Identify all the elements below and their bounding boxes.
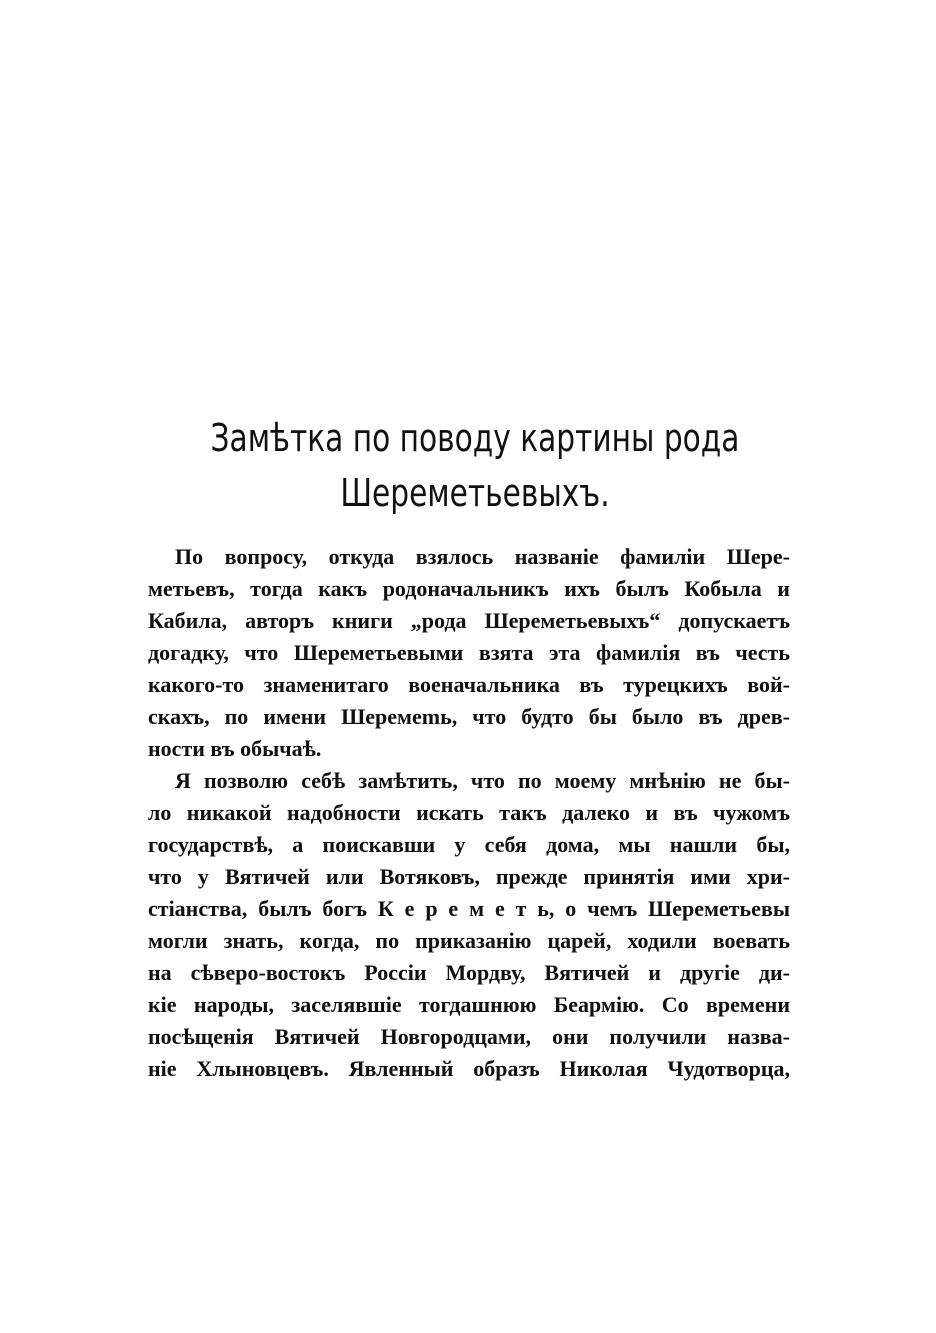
text-line: могли знать, когда, по приказанію царей, ходили воевать xyxy=(148,928,790,953)
text-line: государствѣ, а поискавши у себя дома, мы нашли бы, xyxy=(148,832,790,857)
text-line: метьевъ, тогда какъ родоначальникъ ихъ былъ Кобыла и xyxy=(148,576,790,601)
text-line: Кабила, авторъ книги „рода Шереметьевыхъ“ допускаетъ xyxy=(148,608,790,633)
text-line: какого-то знаменитаго военачальника въ турецкихъ вой- xyxy=(148,672,790,697)
text-line: ности въ обычаѣ. xyxy=(148,736,322,761)
text-line: скахъ, по имени Шеремеmь, что будто бы было въ древ- xyxy=(148,704,790,729)
text-line: Я позволю себѣ замѣтить, что по моему мнѣнію не бы- xyxy=(175,768,790,793)
text-line: ніе Хлыновцевъ. Явленный образъ Николая Чудотворца, xyxy=(148,1056,790,1081)
page-title-line-1: Замѣтка по поводу картины рода xyxy=(210,416,740,460)
text-line: По вопросу, откуда взялось названіе фамиліи Шере- xyxy=(175,544,790,569)
text-line: посѣщенія Вятичей Новгородцами, они получили назва- xyxy=(148,1024,790,1049)
text-line: догадку, что Шереметьевыми взята эта фамилія въ честь xyxy=(148,640,790,665)
text-line: стіанства, былъ богъ К е р е м е т ь, о чемъ Шереметьевы xyxy=(148,896,790,921)
text-line: кіе народы, заселявшіе тогдашнюю Беармію. Со времени xyxy=(148,992,790,1017)
text-line: что у Вятичей или Вотяковъ, прежде принятія ими хри- xyxy=(148,864,790,889)
page-title-line-2: Шереметьевыхъ. xyxy=(340,471,610,515)
text-line: на сѣверо-востокъ Россіи Мордву, Вятичей и другіе ди- xyxy=(148,960,790,985)
text-line: ло никакой надобности искать такъ далеко и въ чужомъ xyxy=(148,800,790,825)
